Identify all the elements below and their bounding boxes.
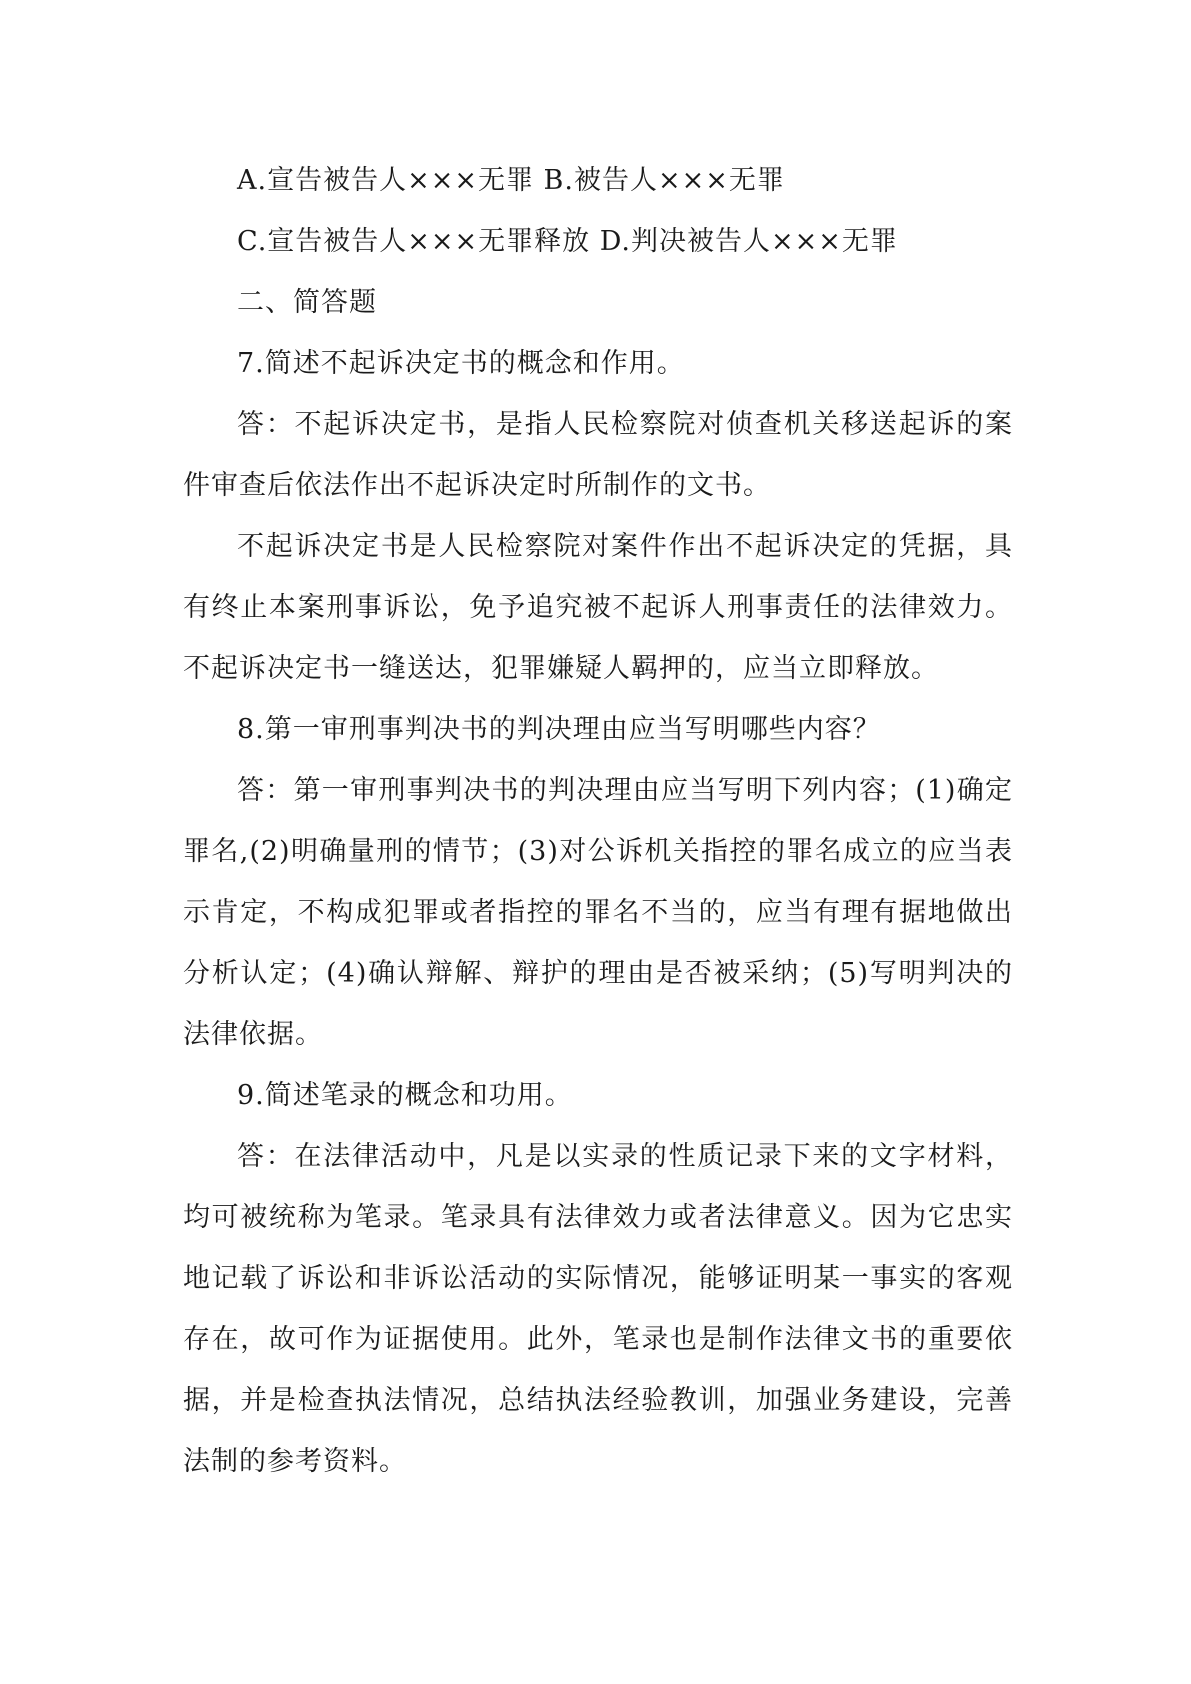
answer-9: 答：在法律活动中，凡是以实录的性质记录下来的文字材料，均可被统称为笔录。笔录具有法律效力或者法律意义。因为它忠实地记载了诉讼和非诉讼活动的实际情况，能够证明某一事实的客观存在，故可作为证据使用。此外，笔录也是制作法律文书的重要依据，并是检查执法情况，总结执法经验教训，加强业务建设，完善法制的参考资料。 bbox=[183, 1141, 1013, 1477]
document-body bbox=[183, 150, 1013, 1492]
answer-7-part-2: 不起诉决定书是人民检察院对案件作出不起诉决定的凭据，具有终止本案刑事诉讼，免予追究被不起诉人刑事责任的法律效力。不起诉决定书一缝送达，犯罪嫌疑人羁押的，应当立即释放。 bbox=[183, 531, 1013, 684]
question-7: 7.简述不起诉决定书的概念和作用。 bbox=[237, 348, 685, 379]
option-line-a-b: A.宣告被告人×××无罪 B.被告人×××无罪 bbox=[237, 165, 785, 196]
section-heading: 二、简答题 bbox=[237, 287, 377, 318]
answer-8: 答：第一审刑事判决书的判决理由应当写明下列内容；(1)确定罪名,(2)明确量刑的情节；(3)对公诉机关指控的罪名成立的应当表示肯定，不构成犯罪或者指控的罪名不当的，应当有理有据地做出分析认定；(4)确认辩解、辩护的理由是否被采纳；(5)写明判决的法律依据。 bbox=[183, 775, 1013, 1050]
answer-7-part-1: 答：不起诉决定书，是指人民检察院对侦查机关移送起诉的案件审查后依法作出不起诉决定时所制作的文书。 bbox=[183, 409, 1013, 501]
option-line-c-d: C.宣告被告人×××无罪释放 D.判决被告人×××无罪 bbox=[237, 226, 898, 257]
question-8: 8.第一审刑事判决书的判决理由应当写明哪些内容？ bbox=[237, 714, 881, 745]
question-9: 9.简述笔录的概念和功用。 bbox=[237, 1080, 573, 1111]
